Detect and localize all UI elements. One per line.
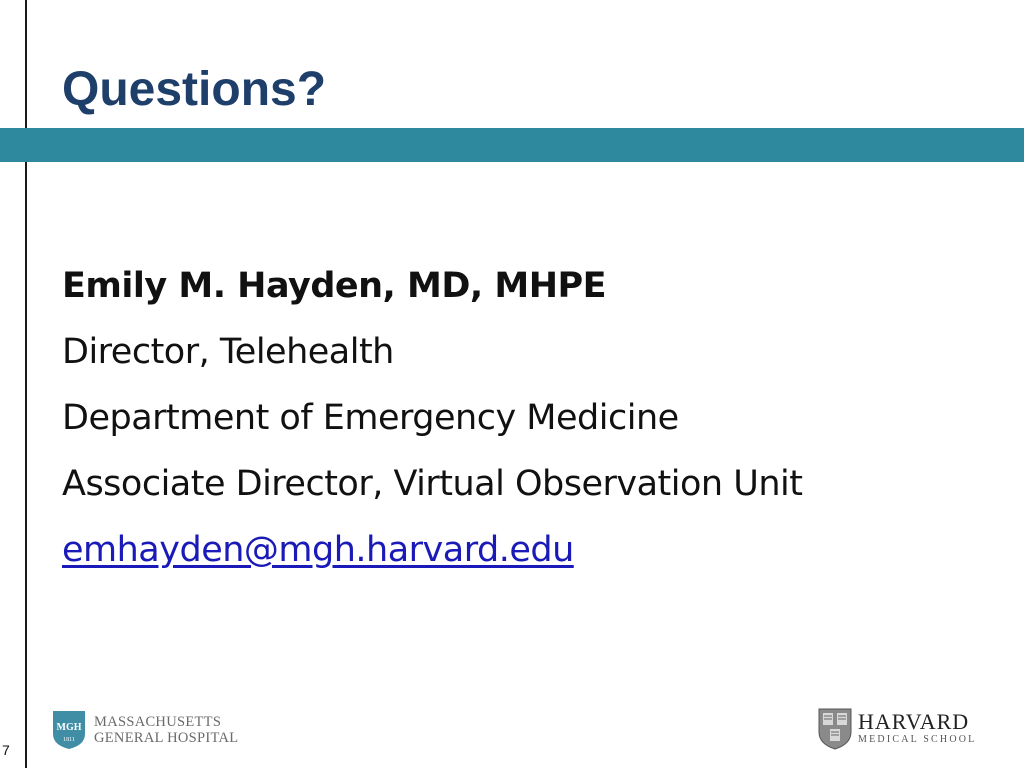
harvard-logo-line1: HARVARD xyxy=(858,709,970,734)
contact-name: Emily M. Hayden, MD, MHPE xyxy=(62,266,607,306)
mgh-shield-year: 1811 xyxy=(63,737,75,743)
contact-block xyxy=(62,253,802,583)
harvard-medical-school-logo xyxy=(818,706,977,752)
title-band xyxy=(0,128,1024,162)
slide-title: Questions? xyxy=(62,63,327,116)
mgh-logo-line2: GENERAL HOSPITAL xyxy=(94,730,239,746)
harvard-logo-line2: MEDICAL SCHOOL xyxy=(858,734,977,745)
contact-role-secondary: Associate Director, Virtual Observation Unit xyxy=(62,464,803,504)
contact-role: Director, Telehealth xyxy=(62,332,394,372)
contact-department: Department of Emergency Medicine xyxy=(62,398,679,438)
mgh-logo-line1: MASSACHUSETTS xyxy=(94,714,222,730)
left-vertical-rule xyxy=(25,0,27,768)
mgh-shield-text: MGH xyxy=(56,722,82,733)
mgh-logo xyxy=(52,708,238,752)
contact-email-link[interactable]: emhayden@mgh.harvard.edu xyxy=(62,530,574,570)
slide-number: 7 xyxy=(2,742,10,758)
harvard-shield-icon xyxy=(818,708,852,750)
mgh-shield-icon xyxy=(52,710,86,750)
